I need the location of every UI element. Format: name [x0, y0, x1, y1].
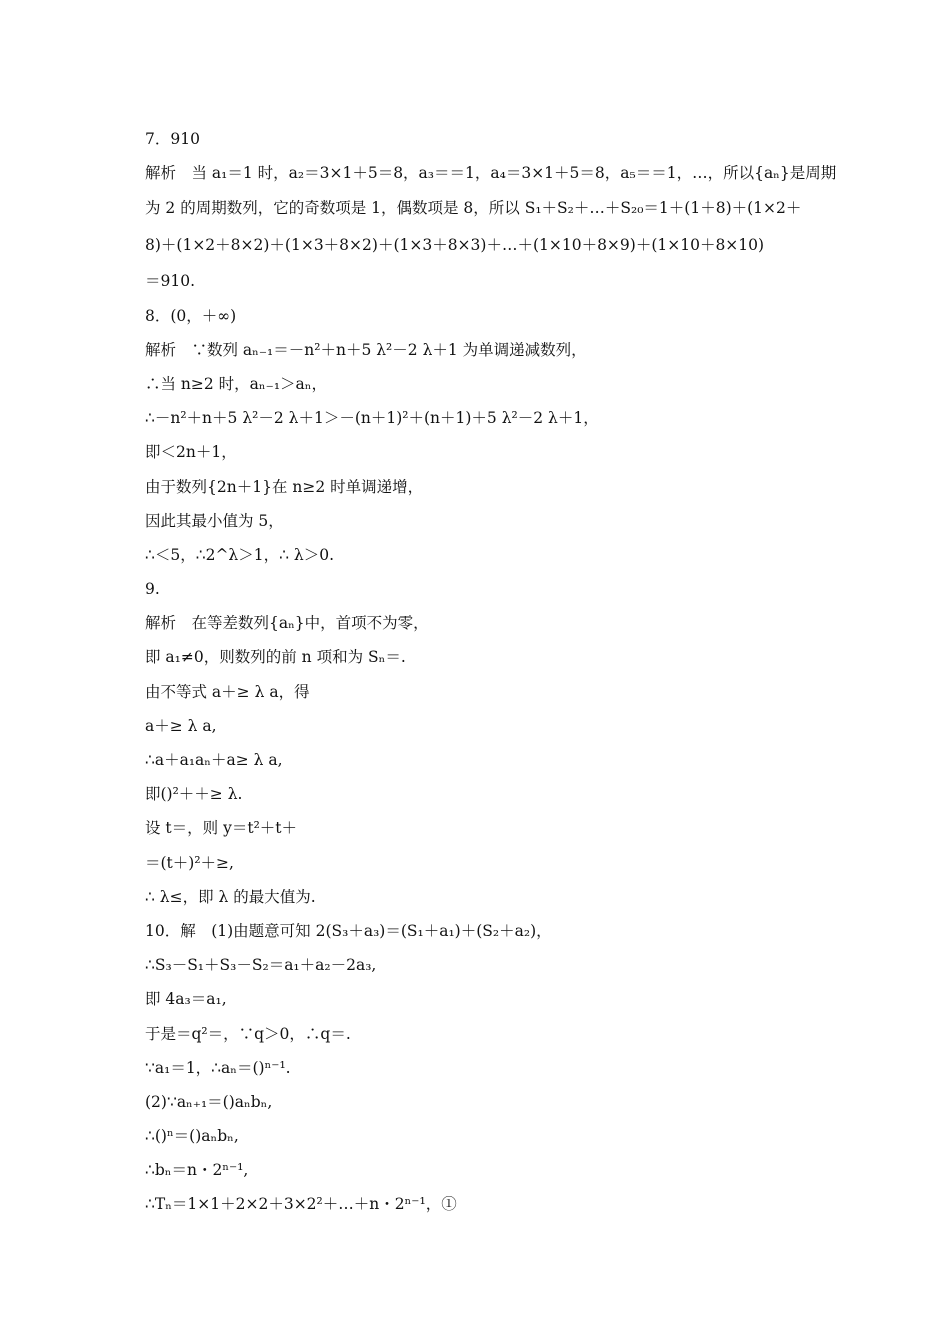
answer-8-analysis-line-6: 因此其最小值为 5， [145, 511, 284, 530]
answer-9-analysis-line-8: ＝(t＋)²＋≥, [145, 853, 234, 872]
document-page [145, 122, 837, 1222]
answer-10-part-2-line-4: ∴Tₙ＝1×1＋2×2＋3×2²＋…＋n・2ⁿ⁻¹，① [145, 1195, 457, 1214]
answer-10-part-2-line-2: ∴()ⁿ＝()aₙbₙ, [145, 1127, 239, 1146]
answer-10-line-4: 于是＝q²＝，∵q＞0，∴q＝. [145, 1024, 351, 1043]
answer-8-analysis-line-4: 即＜2n＋1， [145, 443, 237, 462]
answer-9-analysis-line-4: a＋≥ λ a, [145, 716, 217, 735]
answer-9-heading: 9. [145, 580, 160, 599]
answer-9-analysis-line-5: ∴a＋a₁aₙ＋a≥ λ a, [145, 751, 283, 769]
answer-9-analysis-line-6: 即()²＋＋≥ λ. [145, 785, 243, 804]
answer-8-analysis-line-1: 解析 ∵数列 aₙ₋₁＝－n²＋n＋5 λ²－2 λ＋1 为单调递减数列， [145, 340, 587, 359]
answer-8-analysis-line-7: ∴＜5，∴2^λ＞1，∴ λ＞0. [145, 545, 335, 564]
answer-8-analysis-line-2: ∴当 n≥2 时，aₙ₋₁＞aₙ， [145, 374, 327, 393]
answer-10-line-3: 即 4a₃＝a₁, [145, 990, 227, 1009]
answer-10-part-2-line-1: (2)∵aₙ₊₁＝()aₙbₙ, [145, 1092, 273, 1111]
answer-9-analysis-line-1: 解析 在等差数列{aₙ}中，首项不为零， [145, 614, 429, 633]
answer-9-analysis-line-9: ∴ λ≤，即 λ 的最大值为. [145, 887, 316, 906]
answer-8-analysis-line-3: ∴－n²＋n＋5 λ²－2 λ＋1＞－(n＋1)²＋(n＋1)＋5 λ²－2 λ＋1， [145, 409, 599, 428]
answer-7-analysis-line-1: 解析 当 a₁＝1 时，a₂＝3×1＋5＝8，a₃＝＝1，a₄＝3×1＋5＝8，a₅＝＝1，…，所以{aₙ}是周期 [145, 164, 837, 183]
answer-10-line-2: ∴S₃－S₁＋S₃－S₂＝a₁＋a₂－2a₃, [145, 956, 377, 975]
answer-7-analysis-line-2: 为 2 的周期数列，它的奇数项是 1，偶数项是 8，所以 S₁＋S₂＋…＋S₂₀＝1＋(1＋8)＋(1×2＋ [145, 199, 802, 218]
answer-9-analysis-line-2: 即 a₁≠0，则数列的前 n 项和为 Sₙ＝. [145, 648, 406, 667]
answer-8-analysis-line-5: 由于数列{2n＋1}在 n≥2 时单调递增， [145, 477, 424, 496]
answer-8-heading: 8．(0，＋∞) [145, 306, 237, 325]
answer-9-analysis-line-7: 设 t＝，则 y＝t²＋t＋ [145, 819, 298, 838]
answer-7-heading: 7．910 [145, 130, 200, 148]
answer-9-analysis-line-3: 由不等式 a＋≥ λ a，得 [145, 682, 310, 701]
answer-10-part-2-line-3: ∴bₙ＝n・2ⁿ⁻¹, [145, 1161, 249, 1180]
answer-7-analysis-line-3: 8)＋(1×2＋8×2)＋(1×3＋8×2)＋(1×3＋8×3)＋…＋(1×10＋8×9)＋(1×10＋8×10) [145, 236, 765, 255]
answer-10-line-5: ∵a₁＝1，∴aₙ＝()ⁿ⁻¹. [145, 1058, 291, 1077]
answer-10-heading: 10．解 (1)由题意可知 2(S₃＋a₃)＝(S₁＋a₁)＋(S₂＋a₂)， [145, 921, 552, 940]
answer-7-result: ＝910. [145, 272, 196, 291]
